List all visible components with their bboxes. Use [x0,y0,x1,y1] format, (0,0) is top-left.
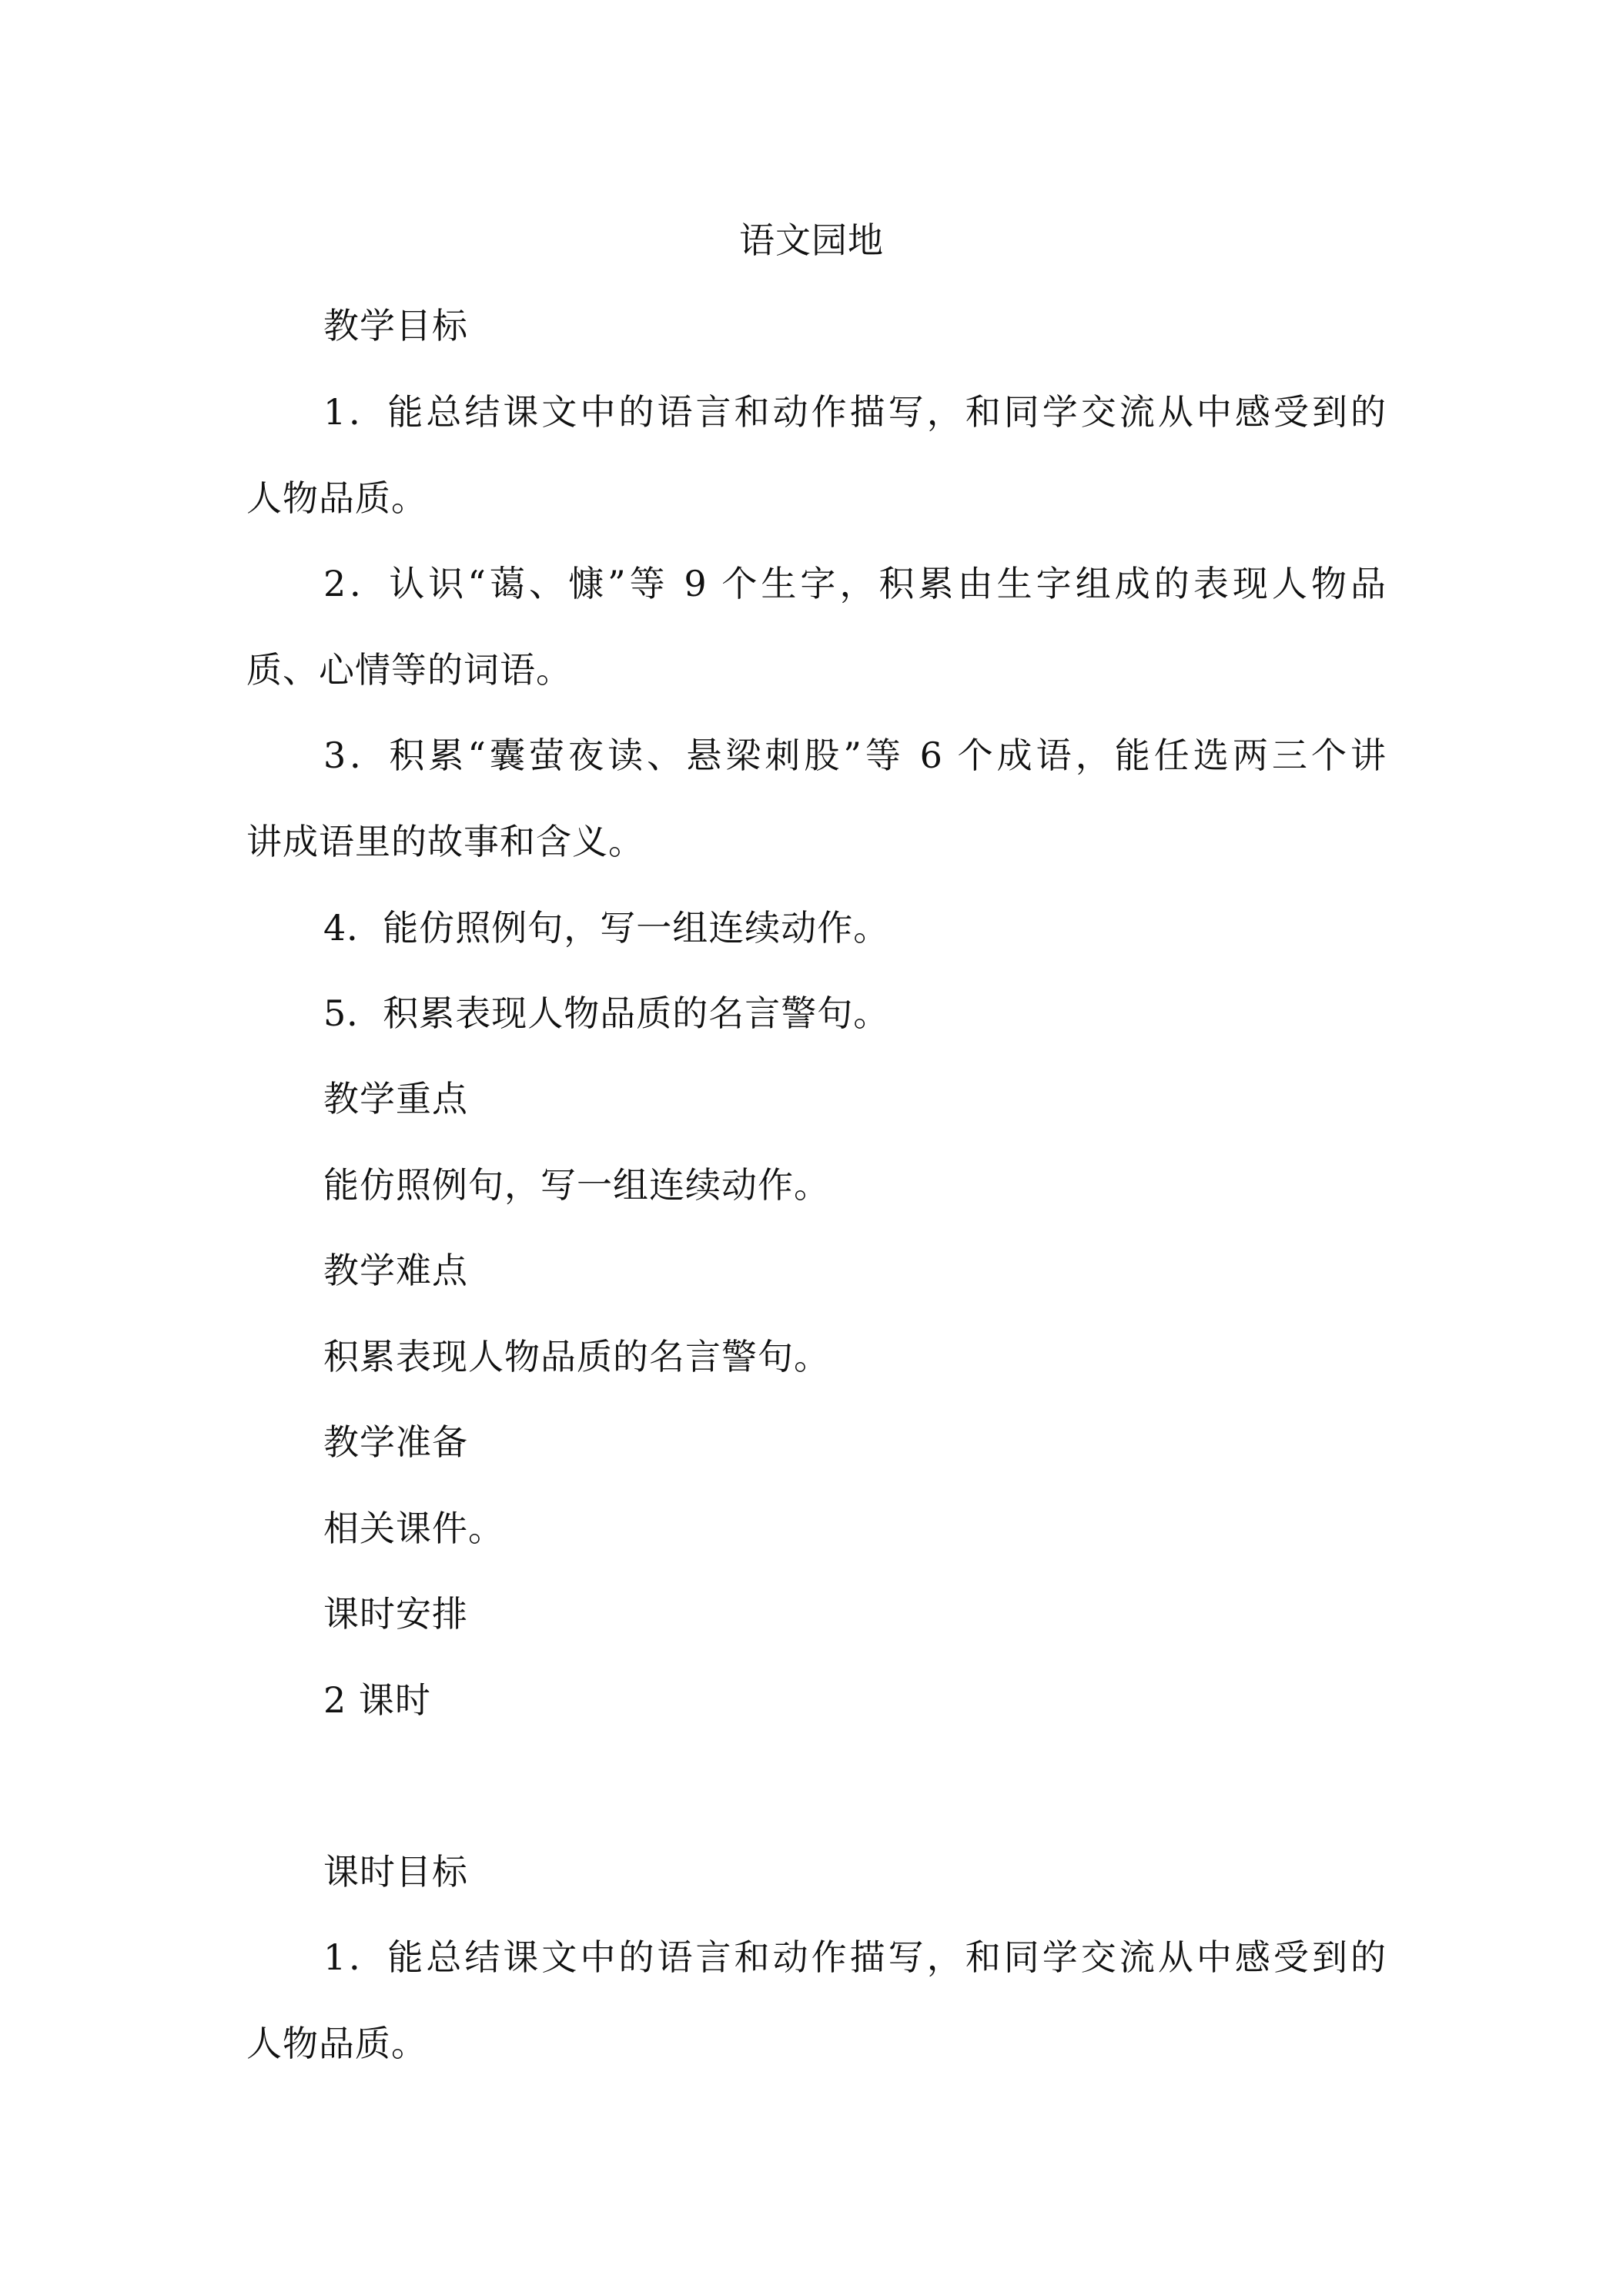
schedule-text: 2 课时 [323,1679,431,1721]
objective-3-line-1: 3．积累“囊萤夜读、悬梁刺股”等 6 个成语，能任选两三个讲 [323,735,1386,776]
lesson-objective-1-line-1: 1．能总结课文中的语言和动作描写，和同学交流从中感受到的 [323,1936,1386,1978]
preparation-text: 相关课件。 [323,1508,504,1549]
heading-schedule: 课时安排 [323,1593,468,1635]
lesson-objective-1-line-2: 人物品质。 [246,2023,427,2064]
objective-1-line-1: 1．能总结课文中的语言和动作描写，和同学交流从中感受到的 [323,391,1386,433]
page-title: 语文园地 [739,219,884,261]
key-points-text: 能仿照例句，写一组连续动作。 [323,1164,830,1206]
difficulties-text: 积累表现人物品质的名言警句。 [323,1336,830,1377]
objective-2-line-2: 质、心情等的词语。 [246,649,572,691]
heading-difficulties: 教学难点 [323,1250,468,1291]
heading-teaching-objectives: 教学目标 [323,305,468,346]
objective-4: 4．能仿照例句，写一组连续动作。 [323,907,890,949]
objective-2-line-1: 2．认识“蔼、慷”等 9 个生字，积累由生字组成的表现人物品 [323,563,1386,604]
objective-5: 5．积累表现人物品质的名言警句。 [323,992,890,1034]
heading-preparation: 教学准备 [323,1421,468,1463]
objective-1-line-2: 人物品质。 [246,477,427,519]
heading-lesson-objectives: 课时目标 [323,1851,468,1893]
objective-3-line-2: 讲成语里的故事和含义。 [246,821,644,862]
heading-key-points: 教学重点 [323,1078,468,1120]
